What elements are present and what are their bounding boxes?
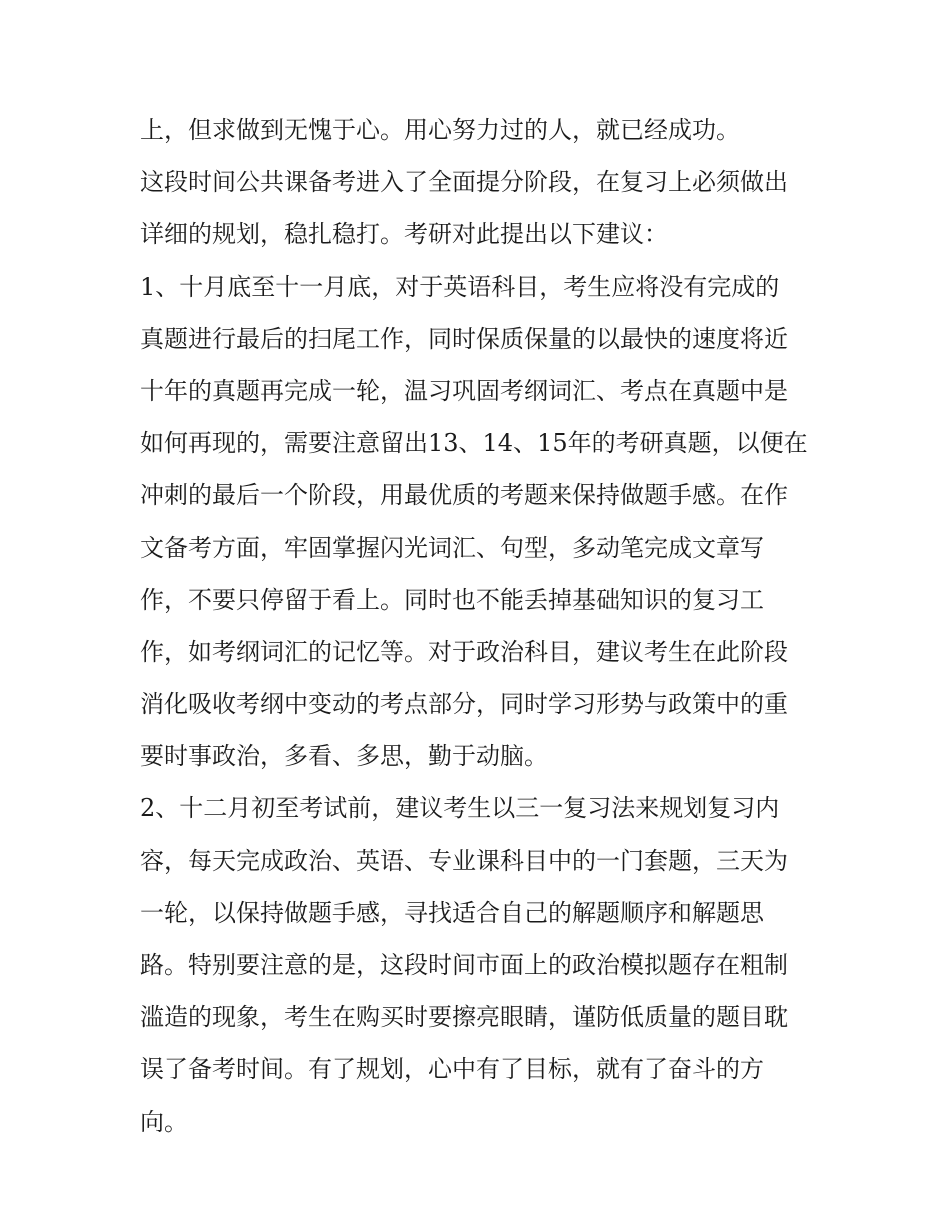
text-line: 作，如考纲词汇的记忆等。对于政治科目，建议考生在此阶段 bbox=[140, 637, 788, 666]
text-line: 误了备考时间。有了规划，心中有了目标，就有了奋斗的方 bbox=[140, 1055, 764, 1084]
text-line: 滥造的现象，考生在购买时要擦亮眼睛，谨防低质量的题目耽 bbox=[140, 1003, 788, 1032]
text-line: 向。 bbox=[140, 1107, 188, 1136]
text-line: 要时事政治，多看、多思，勤于动脑。 bbox=[140, 742, 548, 771]
text-line: 真题进行最后的扫尾工作，同时保质保量的以最快的速度将近 bbox=[140, 324, 788, 353]
text-line: 冲刺的最后一个阶段，用最优质的考题来保持做题手感。在作 bbox=[140, 481, 788, 510]
text-line: 一轮，以保持做题手感，寻找适合自己的解题顺序和解题思 bbox=[140, 898, 764, 927]
text-line: 2、十二月初至考试前，建议考生以三一复习法来规划复习内 bbox=[140, 794, 780, 823]
text-line: 上，但求做到无愧于心。用心努力过的人，就已经成功。 bbox=[140, 116, 740, 144]
text-line: 作，不要只停留于看上。同时也不能丢掉基础知识的复习工 bbox=[140, 585, 764, 614]
text-line: 1、十月底至十一月底，对于英语科目，考生应将没有完成的 bbox=[140, 272, 780, 301]
text-line: 消化吸收考纲中变动的考点部分，同时学习形势与政策中的重 bbox=[140, 690, 788, 719]
text-line: 这段时间公共课备考进入了全面提分阶段，在复习上必须做出 bbox=[140, 168, 788, 197]
text-line: 详细的规划，稳扎稳打。考研对此提出以下建议： bbox=[140, 220, 668, 249]
text-line: 路。特别要注意的是，这段时间市面上的政治模拟题存在粗制 bbox=[140, 951, 788, 979]
document-body bbox=[140, 104, 820, 1148]
text-line: 容，每天完成政治、英语、专业课科目中的一门套题，三天为 bbox=[140, 846, 788, 875]
text-line: 文备考方面，牢固掌握闪光词汇、句型，多动笔完成文章写 bbox=[140, 533, 764, 562]
text-line: 如何再现的，需要注意留出13、14、15年的考研真题，以便在 bbox=[140, 429, 808, 458]
text-line: 十年的真题再完成一轮，温习巩固考纲词汇、考点在真题中是 bbox=[140, 376, 788, 405]
